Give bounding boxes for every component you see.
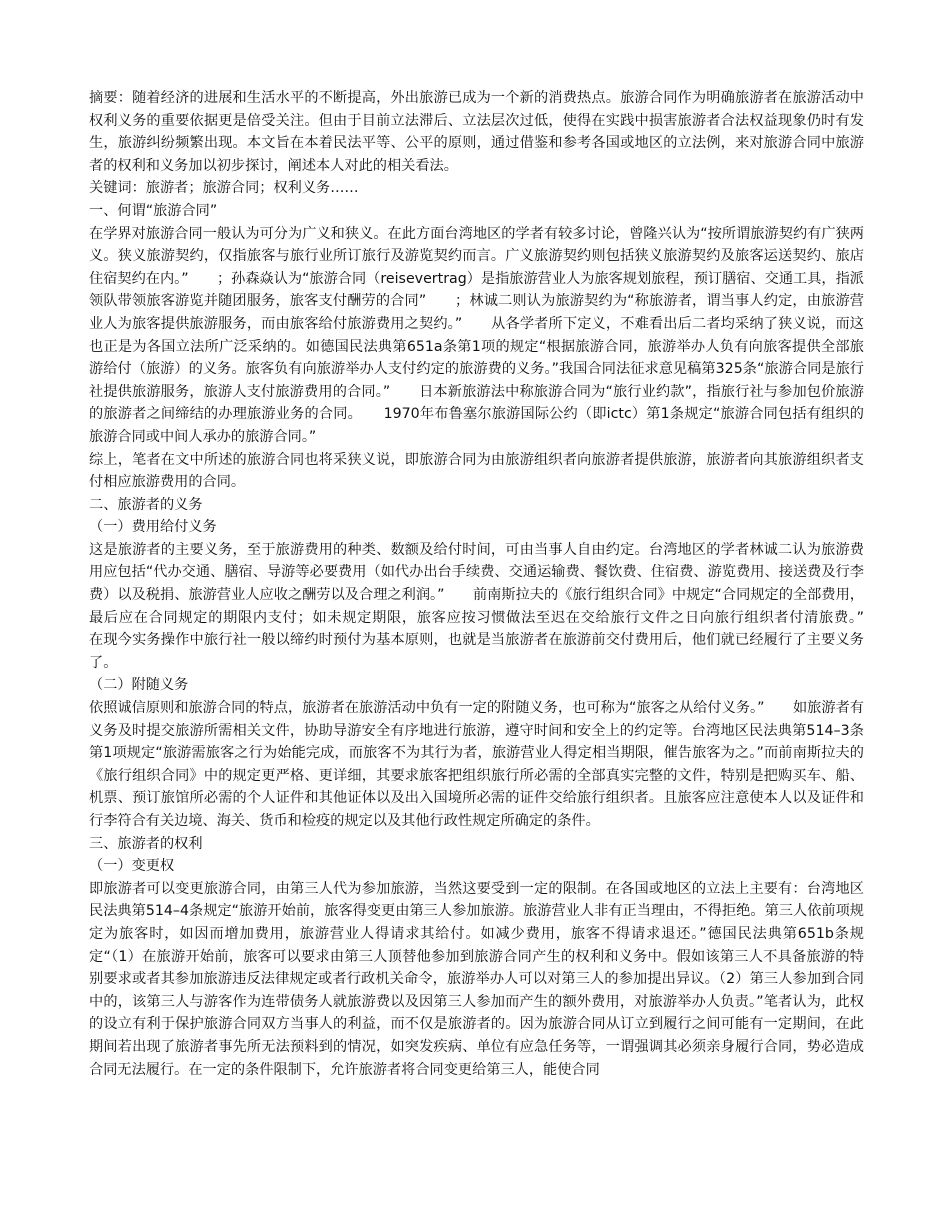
section-heading-3: 三、旅游者的权利 (89, 835, 203, 852)
keywords-line: 关键词：旅游者；旅游合同；权利义务…… (89, 180, 359, 197)
section-heading-1: 一、何谓“旅游合同” (89, 202, 218, 219)
subsection-heading-2-2: （二）附随义务 (89, 677, 189, 694)
section-3-paragraph-1: 即旅游者可以变更旅游合同，由第三人代为参加旅游，当然这要受到一定的限制。在各国或地区的立法上主要有：台湾地区民法典第514–4条规定“旅游开始前，旅客得变更由第三人参加旅游。旅游营业人非有正当理由，不得拒绝。第三人依前项规定为旅客时，如因而增加费用，旅游营业人得请求其给付。如减少费用，旅客不得请求退还。”德国民法典第651b条规定“（1）在旅游开始前，旅客可以要求由第三人顶替他参加到旅游合同产生的权利和义务中。假如该第三人不具备旅游的特别要求或者其参加旅游违反法律规定或者行政机关命令，旅游举办人可以对第三人的参加提出异议。（2）第三人参加到合同中的，该第三人与游客作为连带债务人就旅游费以及因第三人参加而产生的额外费用，对旅游举办人负责。”笔者认为，此权的设立有利于保护旅游合同双方当事人的利益，而不仅是旅游者的。因为旅游合同从订立到履行之间可能有一定期间，在此期间若出现了旅游者事先所无法预料到的情况，如突发疾病、单位有应急任务等，一谓强调其必须亲身履行合同，势必造成合同无法履行。在一定的条件限制下，允许旅游者将合同变更给第三人，能使合同 (89, 880, 864, 1078)
section-heading-2: 二、旅游者的义务 (89, 496, 203, 513)
section-1-paragraph-2: 综上，笔者在文中所述的旅游合同也将采狭义说，即旅游合同为由旅游组织者向旅游者提供旅游，旅游者向其旅游组织者支付相应旅游费用的合同。 (89, 451, 864, 491)
subsection-heading-2-1: （一）费用给付义务 (89, 519, 217, 536)
subsection-heading-3-1: （一）变更权 (89, 858, 175, 875)
section-2-paragraph-1: 这是旅游者的主要义务，至于旅游费用的种类、数额及给付时间，可由当事人自由约定。台湾地区的学者林诚二认为旅游费用应包括“代办交通、膳宿、导游等必要费用（如代办出台手续费、交通运输费、餐饮费、住宿费、游览费用、接送费及行李费）以及税捐、旅游营业人应收之酬劳以及合理之利润。” 前南斯拉夫的《旅行组织合同》中规定“合同规定的全部费用，最后应在合同规定的期限内支付；如未规定期限，旅客应按习惯做法至迟在交给旅行文件之日向旅行组织者付清旅费。” 在现今实务操作中旅行社一般以缔约时预付为基本原则，也就是当旅游者在旅游前交付费用后，他们就已经履行了主要义务了。 (89, 541, 893, 671)
section-1-paragraph-1: 在学界对旅游合同一般认为可分为广义和狭义。在此方面台湾地区的学者有较多讨论，曾隆兴认为“按所谓旅游契约有广狭两义。狭义旅游契约，仅指旅客与旅行业所订旅行及游览契约而言。广义旅游契约则包括狭义旅游契约及旅客运送契约、旅店住宿契约在内。” ；孙森焱认为“旅游合同（reisevertrag）是指旅游营业人为旅客规划旅程，预订膳宿、交通工具，指派领队带领旅客游览并随团服务，旅客支付酬劳的合同” ；林诚二则认为旅游契约为“称旅游者，谓当事人约定，由旅游营业人为旅客提供旅游服务，而由旅客给付旅游费用之契约。” 从各学者所下定义，不难看出后二者均采纳了狭义说，而这也正是为各国立法所广泛采纳的。如德国民法典第651a条第1项的规定“根据旅游合同，旅游举办人负有向旅客提供全部旅游给付（旅游）的义务。旅客负有向旅游举办人支付约定的旅游费的义务。”我国合同法征求意见稿第325条“旅游合同是旅行社提供旅游服务，旅游人支付旅游费用的合同。” 日本新旅游法中称旅游合同为“旅行业约款”，指旅行社与参加包价旅游的旅游者之间缔结的办理旅游业务的合同。 1970年布鲁塞尔旅游国际公约（即ictc）第1条规定“旅游合同包括有组织的旅游合同或中间人承办的旅游合同。” (89, 225, 864, 445)
section-2-paragraph-2: 依照诚信原则和旅游合同的特点，旅游者在旅游活动中负有一定的附随义务，也可称为“旅客之从给付义务。” 如旅游者有义务及时提交旅游所需相关文件，协助导游安全有序地进行旅游，遵守时间和安全上的约定等。台湾地区民法典第514–3条第1项规定“旅游需旅客之行为始能完成，而旅客不为其行为者，旅游营业人得定相当期限，催告旅客为之。”而前南斯拉夫的《旅行组织合同》中的规定更严格、更详细，其要求旅客把组织旅行所必需的全部真实完整的文件，特别是把购买车、船、机票、预订旅馆所必需的个人证件和其他证体以及出入国境所必需的证件交给旅行组织者。且旅客应注意使本人以及证件和行李符合有关边境、海关、货币和检疫的规定以及其他行政性规定所确定的条件。 (89, 700, 864, 829)
abstract-paragraph: 摘要：随着经济的进展和生活水平的不断提高，外出旅游已成为一个新的消费热点。旅游合同作为明确旅游者在旅游活动中权利义务的重要依据更是倍受关注。但由于目前立法滞后、立法层次过低，使得在实践中损害旅游者合法权益现象仍时有发生，旅游纠纷频繁出现。本文旨在本着民法平等、公平的原则，通过借鉴和参考各国或地区的立法例，来对旅游合同中旅游者的权利和义务加以初步探讨，阐述本人对此的相关看法。 (89, 90, 864, 174)
